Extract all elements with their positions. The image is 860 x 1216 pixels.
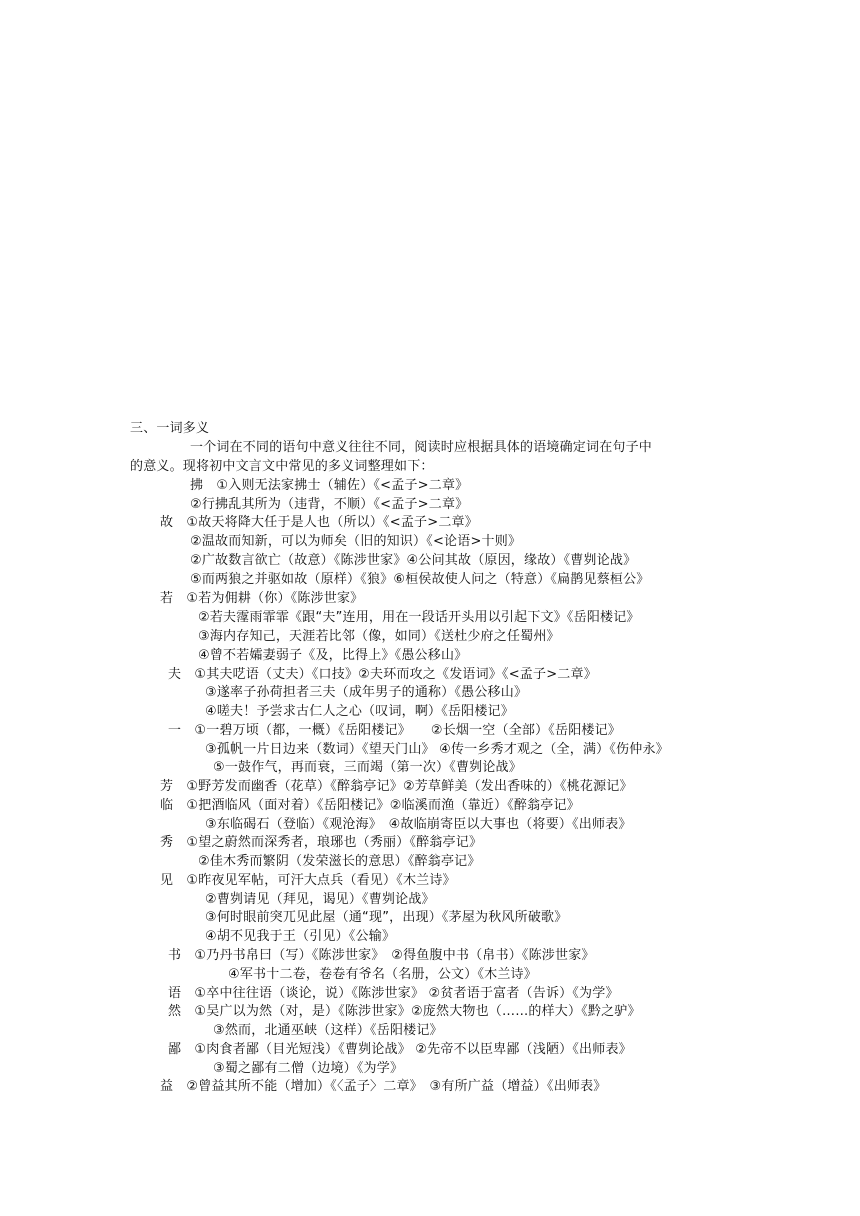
entry-line: 故 ①故天将降大任于是人也（所以）《<孟子>二章》 [160, 515, 478, 530]
entry-line: 书 ①乃丹书帛曰（写）《陈涉世家》 ②得鱼腹中书（帛书）《陈涉世家》 [168, 948, 595, 963]
entry-line: 拂 ①入则无法家拂士（辅佐）《<孟子>二章》 [190, 478, 469, 493]
entry-line: ④嗟夫！予尝求古仁人之心（叹词，啊）《岳阳楼记》 [205, 704, 514, 719]
entry-line: ③然而，北通巫峡（这样）《岳阳楼记》 [213, 1023, 443, 1038]
entry-line: ③海内存知己，天涯若比邻（像，如同）《送杜少府之任蜀州》 [198, 629, 560, 644]
entry-line: 芳 ①野芳发而幽香（花草）《醉翁亭记》②芳草鲜美（发出香味的）《桃花源记》 [160, 779, 633, 794]
entry-line: ③何时眼前突兀见此屋（通“现”，出现）《茅屋为秋风所破歌》 [205, 910, 568, 925]
entry-line: 鄙 ①肉食者鄙（目光短浅）《曹刿论战》 ②先帝不以臣卑鄙（浅陋）《出师表》 [168, 1042, 632, 1057]
entry-line: ②佳木秀而繁阴（发荣滋长的意思）《醉翁亭记》 [198, 854, 481, 869]
entry-line: 一 ①一碧万顷（都，一概）《岳阳楼记》 ②长烟一空（全部）《岳阳楼记》 [168, 723, 622, 738]
entry-line: 益 ②曾益其所不能（增加）《〈孟子〉二章》 ③有所广益（增益）《出师表》 [160, 1079, 607, 1094]
entry-line: ③蜀之鄙有二僧（边境）《为学》 [213, 1061, 404, 1076]
entry-line: 然 ①吴广以为然（对，是）《陈涉世家》②庞然大物也（……的样大）《黔之驴》 [168, 1004, 641, 1019]
entry-line: ④军书十二卷，卷卷有爷名（名册，公文）《木兰诗》 [228, 967, 537, 982]
entry-line: ④曾不若孀妻弱子《及，比得上》《愚公移山》 [198, 648, 468, 663]
entry-line: 见 ①昨夜见军帖，可汗大点兵（看见）《木兰诗》 [160, 873, 456, 888]
entry-line: 语 ①卒中往往语（谈论，说）《陈涉世家》 ②贫者语于富者（告诉）《为学》 [168, 986, 619, 1001]
entry-line: 若 ①若为佣耕（你）《陈涉世家》 [160, 591, 364, 606]
entry-line: ②行拂乱其所为（违背，不顺）《<孟子>二章》 [190, 497, 469, 512]
entry-line: ②若夫霪雨霏霏《跟“夫”连用，用在一段话开头用以引起下文》《岳阳楼记》 [198, 610, 640, 625]
entry-line: ②温故而知新，可以为师矣（旧的知识）《<论语>十则》 [190, 534, 522, 549]
intro-line-2: 的意义。现将初中文言文中常见的多义词整理如下： [130, 459, 434, 474]
entry-line: ⑤一鼓作气，再而衰，三而竭（第一次）《曹刿论战》 [213, 760, 522, 775]
entry-line: ②曹刿请见（拜见，谒见）《曹刿论战》 [205, 892, 435, 907]
entry-line: ④胡不见我于王（引见）《公输》 [205, 929, 396, 944]
entry-line: 临 ①把酒临风（面对着）《岳阳楼记》②临溪而渔（靠近）《醉翁亭记》 [160, 798, 580, 813]
entry-line: ③孤帆一片日边来（数词）《望天门山》 ④传一乡秀才观之（全，满）《伤仲永》 [205, 742, 669, 757]
entry-line: ②广故数言欲亡（故意）《陈涉世家》④公问其故（原因，缘故）《曹刿论战》 [190, 553, 637, 568]
entry-line: ⑤而两狼之并驱如故（原样）《狼》⑥桓侯故使人问之（特意）《扁鹊见蔡桓公》 [190, 572, 650, 587]
entry-line: ③东临碣石（登临）《观沧海》 ④故临崩寄臣以大事也（将要）《出师表》 [205, 817, 632, 832]
entry-line: 夫 ①其夫呓语（丈夫）《口技》②夫环而攻之《发语词》《<孟子>二章》 [168, 667, 597, 682]
entry-line: ③遂率子孙荷担者三夫（成年男子的通称）《愚公移山》 [205, 685, 528, 700]
section-heading: 三、一词多义 [130, 421, 210, 436]
entry-line: 秀 ①望之蔚然而深秀者，琅琊也（秀丽）《醉翁亭记》 [160, 835, 483, 850]
intro-line-1: 一个词在不同的语句中意义往往不同，阅读时应根据具体的语境确定词在句子中 [190, 440, 653, 455]
